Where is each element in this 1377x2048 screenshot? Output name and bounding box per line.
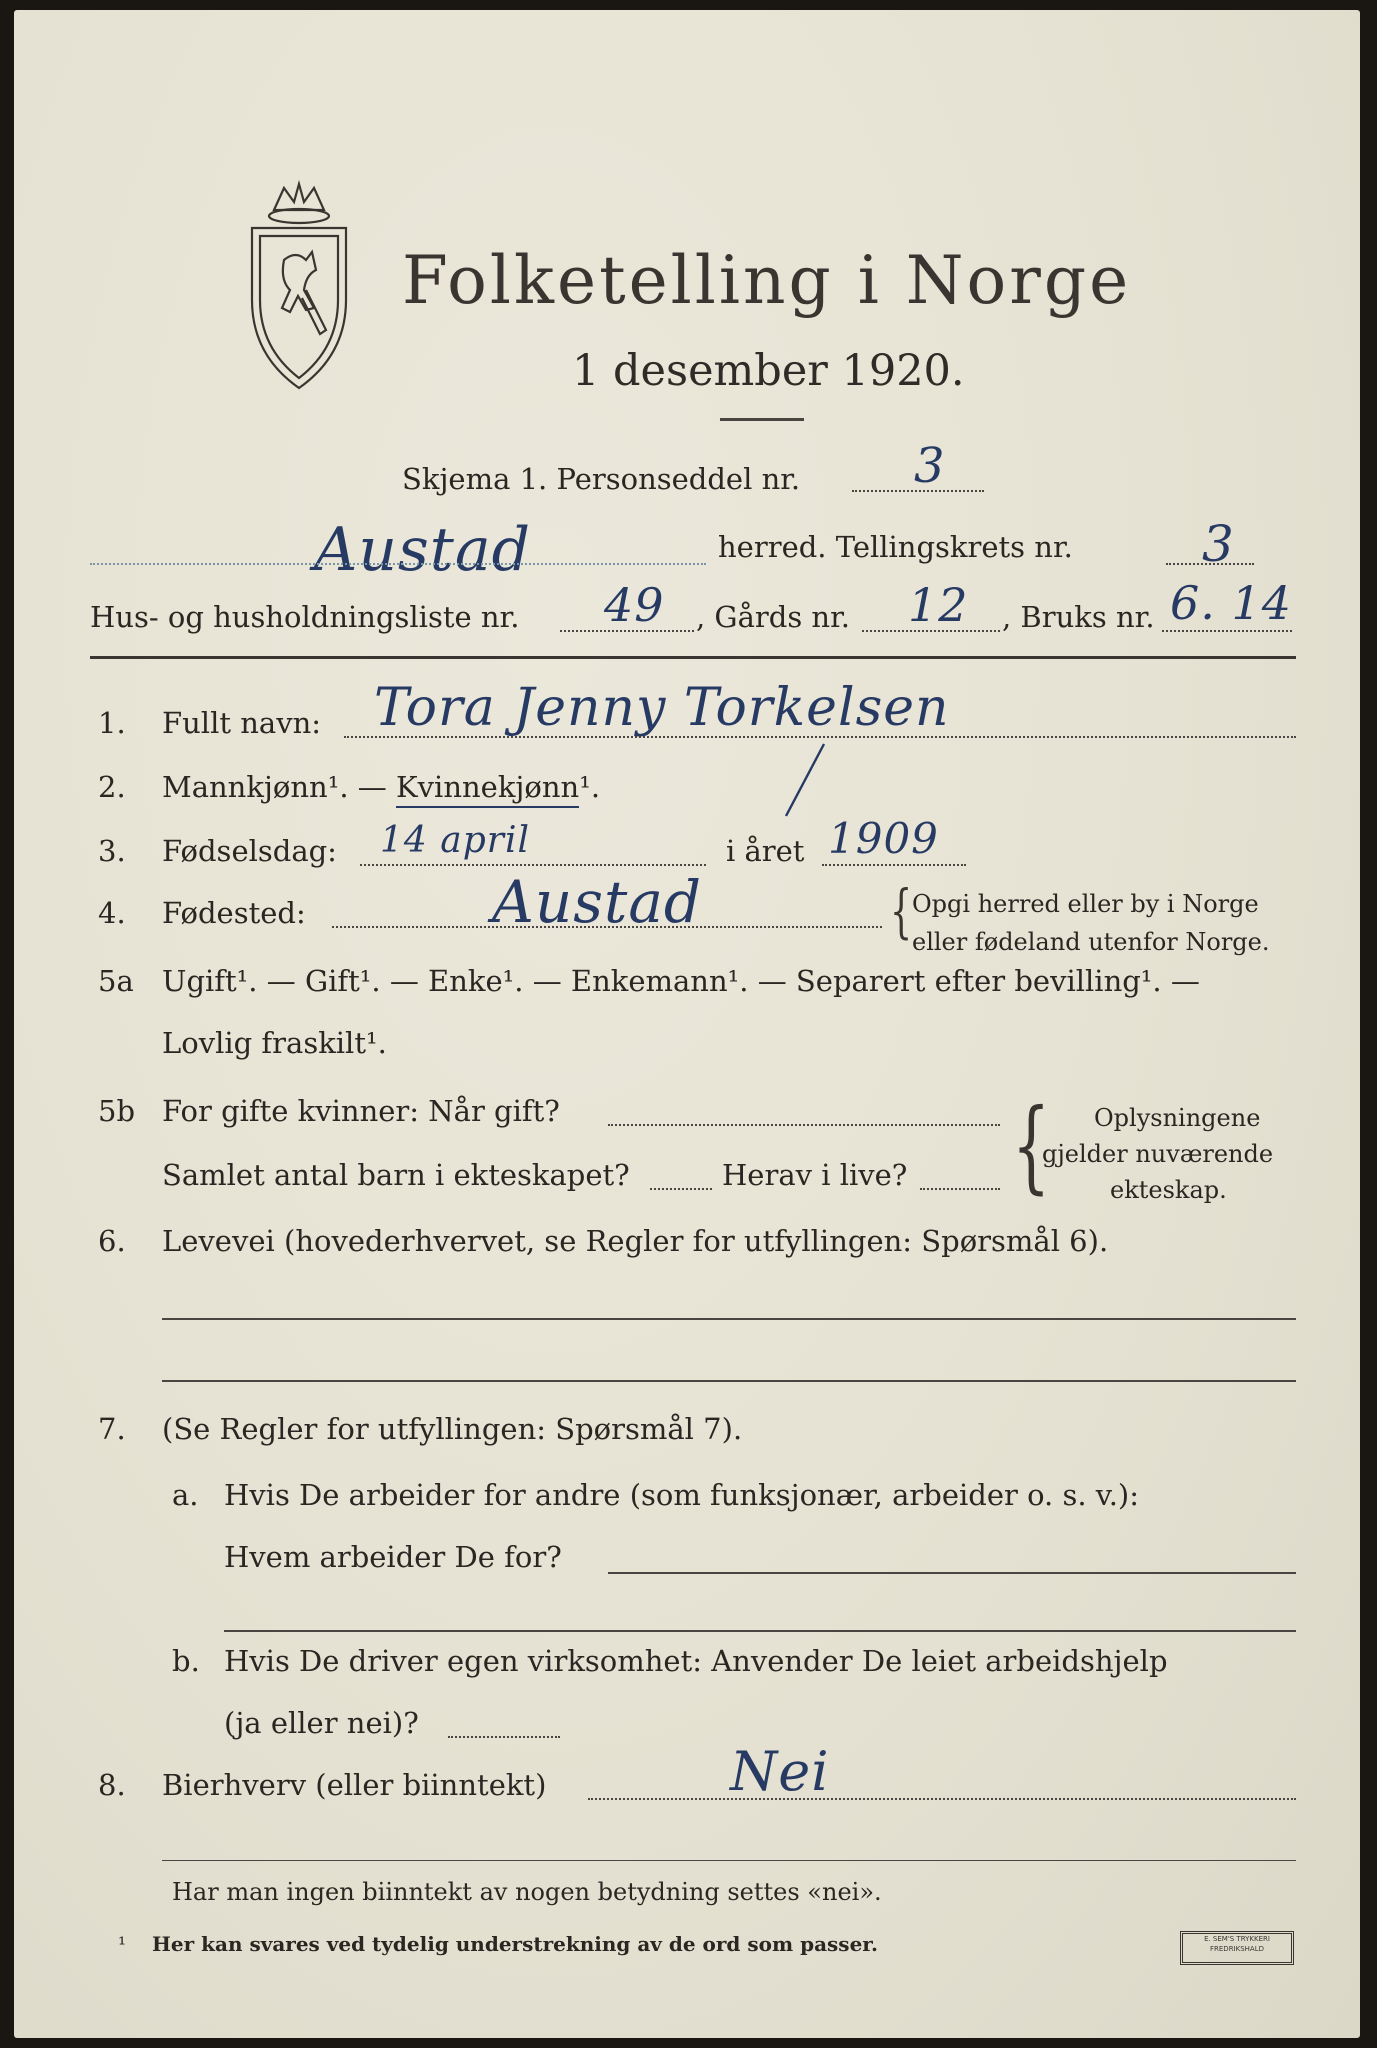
gards-value[interactable]: 12	[908, 578, 969, 632]
coat-of-arms-icon	[234, 180, 364, 395]
bruks-line	[1162, 630, 1292, 632]
q7a-question: Hvis De arbeider for andre (som funksjonær, arbeider o. s. v.):	[224, 1478, 1140, 1512]
q6-number: 6.	[98, 1224, 126, 1258]
employer-line-2	[224, 1630, 1296, 1632]
birthplace-note-1: Opgi herred eller by i Norge	[912, 890, 1259, 918]
birthplace-value[interactable]: Austad	[492, 868, 703, 936]
form-title: Folketelling i Norge	[402, 242, 1132, 319]
married-when-label: For gifte kvinner: Når gift?	[162, 1094, 560, 1128]
q7-label: (Se Regler for utfyllingen: Spørsmål 7).	[162, 1412, 743, 1446]
birthplace-note-2: eller fødeland utenfor Norge.	[912, 928, 1270, 956]
household-list-value[interactable]: 49	[604, 578, 665, 632]
title-divider	[720, 418, 804, 421]
header-divider	[90, 656, 1296, 659]
q7b-number: b.	[172, 1644, 200, 1678]
census-date: 1 desember 1920.	[572, 346, 965, 396]
herred-line	[90, 563, 706, 565]
household-list-label: Hus- og husholdningsliste nr.	[90, 600, 520, 634]
birthday-value[interactable]: 14 april	[380, 820, 530, 861]
marriage-note-1: Oplysningene	[1094, 1104, 1261, 1132]
side-income-label: Bierhverv (eller biinntekt)	[162, 1768, 547, 1802]
bruks-label: , Bruks nr.	[1002, 600, 1155, 634]
birth-year-label: i året	[726, 834, 805, 868]
q1-number: 1.	[98, 706, 126, 740]
herred-label: herred. Tellingskrets nr.	[718, 530, 1073, 564]
q8-number: 8.	[98, 1768, 126, 1802]
q3-label: Fødselsdag:	[162, 834, 337, 868]
marriage-note-2: gjelder nuværende	[1042, 1140, 1274, 1168]
hired-help-line	[448, 1736, 560, 1738]
bruks-value[interactable]: 6. 14	[1170, 576, 1293, 630]
marriage-note-3: ekteskap.	[1110, 1176, 1227, 1204]
children-alive-line	[920, 1188, 1000, 1190]
q2-number: 2.	[98, 770, 126, 804]
krets-value[interactable]: 3	[1202, 515, 1235, 573]
footnote-text: Her kan svares ved tydelig understrekning av de ord som passer.	[152, 1932, 878, 1956]
hired-help-label: (ja eller nei)?	[224, 1706, 419, 1740]
footer-note: Har man ingen biinntekt av nogen betydning settes «nei».	[172, 1878, 882, 1906]
male-option[interactable]: Mannkjønn¹. —	[162, 770, 396, 804]
q5b-number: 5b	[98, 1094, 136, 1128]
birth-year-value[interactable]: 1909	[828, 814, 939, 863]
q7b-question: Hvis De driver egen virksomhet: Anvender De leiet arbeidshjelp	[224, 1644, 1168, 1678]
gards-label: , Gårds nr.	[696, 600, 850, 634]
marriage-note-brace: {	[1012, 1087, 1051, 1204]
sex-options	[162, 770, 600, 804]
footnote-mark: ¹	[118, 1932, 127, 1956]
birth-year-line	[822, 864, 966, 866]
marital-options-divorced[interactable]: Lovlig fraskilt¹.	[162, 1026, 387, 1060]
full-name-value[interactable]: Tora Jenny Torkelsen	[374, 678, 950, 738]
children-alive-label: Herav i live?	[722, 1158, 908, 1192]
selection-stroke-icon	[774, 740, 834, 820]
schema-label: Skjema 1. Personseddel nr.	[402, 462, 801, 496]
employer-label: Hvem arbeider De for?	[224, 1540, 562, 1574]
occupation-line-2	[162, 1380, 1296, 1382]
q3-number: 3.	[98, 834, 126, 868]
birthday-line	[360, 864, 706, 866]
q4-label: Fødested:	[162, 896, 306, 930]
q4-number: 4.	[98, 896, 126, 930]
q1-label: Fullt navn:	[162, 706, 322, 740]
q7a-number: a.	[172, 1478, 199, 1512]
printer-stamp: E. SEM'S TRYKKERI FREDRIKSHALD	[1180, 1931, 1294, 1965]
marital-options[interactable]: Ugift¹. — Gift¹. — Enke¹. — Enkemann¹. — Separert efter bevilling¹. —	[162, 964, 1200, 998]
census-form-page	[14, 10, 1360, 2038]
married-when-line	[608, 1124, 1000, 1126]
children-count-label: Samlet antal barn i ekteskapet?	[162, 1158, 630, 1192]
side-income-line	[588, 1798, 1296, 1800]
footer-divider	[162, 1860, 1296, 1861]
employer-line-1	[608, 1572, 1296, 1574]
occupation-label: Levevei (hovederhvervet, se Regler for utfyllingen: Spørsmål 6).	[162, 1224, 1109, 1258]
occupation-line-1	[162, 1318, 1296, 1320]
birthplace-note-brace: {	[890, 877, 913, 945]
personseddel-number[interactable]: 3	[914, 438, 946, 494]
q5a-number: 5a	[98, 964, 134, 998]
side-income-value[interactable]: Nei	[730, 1740, 830, 1803]
herred-value[interactable]: Austad	[314, 515, 532, 585]
q2-footnote-mark: ¹.	[579, 770, 601, 804]
children-count-line	[650, 1188, 712, 1190]
q7-number: 7.	[98, 1412, 126, 1446]
female-option-selected[interactable]: Kvinnekjønn	[396, 770, 579, 808]
